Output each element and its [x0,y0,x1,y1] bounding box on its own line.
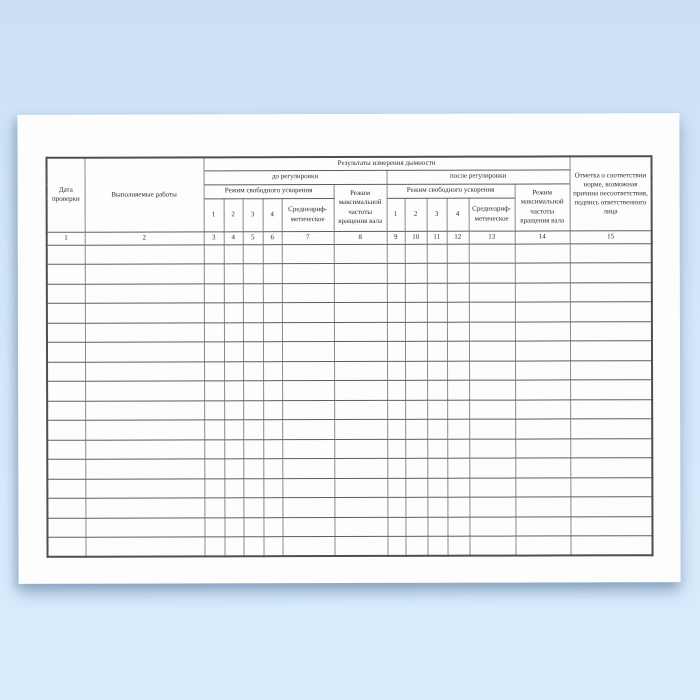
empty-cell [85,498,204,518]
measurement-2-after-cell: 2 [405,198,427,231]
empty-cell [204,322,224,342]
empty-cell [243,439,263,459]
empty-cell [387,497,405,517]
empty-row [47,419,652,440]
empty-cell [224,361,243,381]
empty-cell [447,283,469,303]
empty-cell [427,380,447,400]
empty-cell [282,264,334,284]
empty-cell [405,497,427,517]
column-number-cell: 4 [224,231,243,244]
empty-cell [243,283,263,303]
empty-cell [427,478,447,498]
empty-cell [243,342,263,362]
empty-cell [204,283,224,303]
mean-header-cell-before: Среднеариф- метическое [282,198,334,231]
empty-cell [570,438,652,458]
empty-cell [243,361,263,381]
column-number-cell: 9 [387,231,405,244]
empty-cell [263,322,282,342]
empty-cell [47,284,85,304]
empty-cell [47,459,85,479]
empty-cell [243,303,263,323]
empty-cell [447,439,469,459]
empty-cell [571,516,653,536]
empty-cell [334,400,387,420]
empty-cell [427,497,447,517]
empty-cell [469,517,515,537]
empty-cell [85,322,204,342]
empty-cell [224,322,243,342]
works-header-cell: Выполняемые работы [84,157,203,231]
empty-cell [387,341,405,361]
empty-row [47,497,652,518]
empty-cell [405,263,427,283]
empty-cell [282,322,334,342]
empty-cell [515,516,570,536]
empty-cell [47,362,85,382]
table-header [46,156,651,245]
empty-cell [243,517,263,537]
empty-cell [387,283,405,303]
empty-cell [204,361,224,381]
empty-row [47,360,652,381]
empty-cell [447,497,469,517]
empty-cell [204,537,224,557]
empty-cell [387,380,405,400]
empty-cell [427,283,447,303]
empty-cell [570,243,652,263]
empty-cell [570,302,652,322]
empty-cell [224,244,243,264]
empty-cell [85,381,204,401]
empty-row [47,399,652,420]
empty-cell [263,439,282,459]
empty-cell [427,302,447,322]
empty-cell [570,360,652,380]
empty-cell [387,302,405,322]
empty-cell [204,303,224,323]
empty-cell [47,420,85,440]
empty-cell [47,264,85,284]
empty-cell [47,381,85,401]
empty-row [47,341,652,362]
empty-cell [85,244,204,264]
column-number-cell: 1 [47,232,85,245]
empty-cell [47,498,85,518]
empty-cell [334,263,387,283]
empty-cell [515,458,570,478]
empty-cell [515,380,570,400]
empty-cell [387,263,405,283]
free-acceleration-header-cell-after: Режим свободного ускорения [387,184,515,198]
empty-cell [47,518,85,538]
empty-cell [334,478,387,498]
empty-cell [469,244,515,264]
empty-cell [387,400,405,420]
empty-cell [243,478,263,498]
empty-cell [515,360,570,380]
empty-cell [282,439,334,459]
column-number-cell: 14 [515,230,570,243]
empty-cell [334,497,387,517]
empty-cell [427,458,447,478]
column-number-cell: 12 [447,231,469,244]
empty-cell [387,322,405,342]
empty-cell [204,517,224,537]
empty-cell [515,399,570,419]
after-adjustment-header-cell: после регулировки [387,169,570,183]
column-number-cell: 7 [282,231,334,244]
empty-cell [47,401,85,421]
empty-cell [47,537,85,557]
empty-cell [405,244,427,264]
empty-cell [334,419,387,439]
empty-cell [515,497,570,517]
empty-cell [204,264,224,284]
empty-cell [85,517,204,537]
empty-cell [427,419,447,439]
empty-cell [282,381,334,401]
empty-cell [282,283,334,303]
note-header-cell: Отметка о соответствии норме, возможная причина несоответствия, подпись ответственного лица [570,156,652,230]
empty-cell [224,264,243,284]
empty-cell [282,478,334,498]
empty-cell [515,263,570,283]
empty-cell [243,381,263,401]
empty-cell [405,458,427,478]
empty-row [47,438,652,459]
empty-cell [204,439,224,459]
empty-cell [243,244,263,264]
empty-cell [204,420,224,440]
empty-row [47,263,652,284]
column-number-cell: 3 [204,231,224,244]
empty-cell [405,400,427,420]
empty-cell [427,341,447,361]
empty-cell [47,303,85,323]
empty-cell [85,459,204,479]
empty-cell [405,536,427,556]
empty-cell [224,439,243,459]
results-header-cell: Результаты измерения дымности [203,156,569,170]
empty-cell [387,478,405,498]
empty-row [47,282,652,303]
empty-cell [243,420,263,440]
empty-cell [224,420,243,440]
empty-cell [469,283,515,303]
empty-cell [447,380,469,400]
empty-cell [263,361,282,381]
empty-cell [282,244,334,264]
empty-row [47,536,652,557]
column-number-cell: 6 [263,231,282,244]
empty-cell [263,303,282,323]
empty-cell [447,536,469,556]
empty-cell [85,361,204,381]
empty-cell [427,322,447,342]
empty-cell [204,498,224,518]
empty-cell [570,399,652,419]
empty-cell [263,498,282,518]
column-number-cell: 15 [570,230,652,243]
empty-cell [243,264,263,284]
empty-cell [204,459,224,479]
column-number-cell: 2 [85,231,204,244]
paper-sheet [17,113,680,584]
empty-cell [387,517,405,537]
empty-cell [447,458,469,478]
empty-cell [405,380,427,400]
measurement-3-after-cell: 3 [427,198,447,231]
empty-cell [427,400,447,420]
empty-cell [427,517,447,537]
empty-cell [47,323,85,343]
empty-cell [469,263,515,283]
empty-cell [387,244,405,264]
empty-cell [85,400,204,420]
empty-row [47,477,652,498]
empty-cell [469,478,515,498]
empty-cell [224,342,243,362]
empty-cell [427,361,447,381]
empty-cell [334,283,387,303]
table-body [47,243,653,557]
empty-cell [570,282,652,302]
empty-cell [85,303,204,323]
empty-cell [263,537,282,557]
empty-cell [515,438,570,458]
empty-cell [469,536,515,556]
empty-cell [224,537,243,557]
measurement-4-after-cell: 4 [447,198,469,231]
empty-cell [204,478,224,498]
empty-cell [447,478,469,498]
empty-cell [47,342,85,362]
empty-cell [447,400,469,420]
empty-cell [263,283,282,303]
measurement-3-before-cell: 3 [243,198,263,231]
empty-row [47,458,652,479]
empty-cell [204,381,224,401]
column-number-cell: 13 [469,231,515,244]
empty-cell [405,419,427,439]
empty-cell [515,419,570,439]
empty-cell [469,497,515,517]
empty-cell [282,537,334,557]
empty-cell [263,244,282,264]
empty-cell [427,244,447,264]
empty-cell [515,341,570,361]
empty-cell [334,458,387,478]
empty-cell [204,400,224,420]
empty-cell [243,400,263,420]
measurement-4-before-cell: 4 [263,198,282,231]
empty-cell [469,439,515,459]
empty-cell [405,439,427,459]
empty-cell [515,282,570,302]
empty-cell [85,283,204,303]
empty-cell [47,479,85,499]
empty-cell [447,244,469,264]
empty-cell [447,361,469,381]
empty-cell [570,458,652,478]
empty-cell [224,400,243,420]
empty-cell [243,322,263,342]
empty-cell [469,458,515,478]
empty-cell [243,537,263,557]
empty-cell [570,477,652,497]
empty-cell [282,459,334,479]
empty-cell [447,419,469,439]
empty-cell [469,361,515,381]
empty-cell [570,497,652,517]
empty-cell [515,536,570,556]
column-number-cell: 5 [243,231,263,244]
empty-cell [469,322,515,342]
empty-cell [469,341,515,361]
empty-cell [263,517,282,537]
empty-cell [334,244,387,264]
empty-cell [387,439,405,459]
empty-cell [224,381,243,401]
before-adjustment-header-cell: до регулировки [204,170,387,184]
empty-cell [405,341,427,361]
empty-cell [387,419,405,439]
empty-cell [515,321,570,341]
empty-cell [224,517,243,537]
empty-cell [282,517,334,537]
empty-row [47,321,652,342]
empty-cell [427,439,447,459]
measurement-2-before-cell: 2 [224,198,243,231]
empty-cell [427,536,447,556]
empty-cell [405,322,427,342]
empty-cell [405,478,427,498]
empty-cell [85,439,204,459]
empty-cell [282,498,334,518]
empty-cell [85,264,204,284]
empty-cell [224,478,243,498]
empty-cell [47,245,85,265]
max-shaft-speed-header-cell-after: Режим максимальной частоты вращения вала [515,183,570,230]
empty-cell [263,381,282,401]
empty-cell [405,283,427,303]
measurement-1-after-cell: 1 [387,198,405,231]
empty-cell [570,380,652,400]
empty-cell [224,303,243,323]
empty-cell [571,536,653,556]
empty-cell [469,302,515,322]
empty-cell [570,341,652,361]
empty-cell [334,517,387,537]
empty-cell [85,478,204,498]
empty-cell [469,380,515,400]
empty-cell [515,243,570,263]
empty-cell [515,302,570,322]
empty-cell [469,400,515,420]
empty-cell [570,419,652,439]
empty-cell [47,440,85,460]
empty-cell [515,477,570,497]
column-number-cell: 11 [427,231,447,244]
empty-cell [334,536,387,556]
empty-cell [334,439,387,459]
empty-cell [263,459,282,479]
empty-cell [243,459,263,479]
empty-cell [334,361,387,381]
smoke-measurement-log-table [45,155,653,558]
empty-cell [282,400,334,420]
empty-cell [427,263,447,283]
empty-cell [447,302,469,322]
empty-cell [224,498,243,518]
empty-cell [387,361,405,381]
empty-cell [447,263,469,283]
empty-cell [263,420,282,440]
empty-cell [224,459,243,479]
empty-cell [447,341,469,361]
empty-row [47,243,652,264]
column-number-cell: 10 [405,231,427,244]
empty-cell [387,458,405,478]
empty-cell [447,517,469,537]
empty-cell [282,420,334,440]
max-shaft-speed-header-cell-before: Режим максимальной частоты вращения вала [334,184,387,231]
empty-cell [405,517,427,537]
empty-cell [570,263,652,283]
empty-cell [282,342,334,362]
empty-cell [85,420,204,440]
empty-row [47,380,652,401]
empty-cell [263,342,282,362]
empty-cell [334,322,387,342]
empty-cell [85,342,204,362]
column-number-cell: 8 [334,231,387,244]
mean-header-cell-after: Среднеариф- метическое [469,198,515,231]
empty-cell [263,400,282,420]
empty-cell [334,302,387,322]
empty-row [47,516,652,537]
empty-cell [469,419,515,439]
empty-cell [243,498,263,518]
empty-cell [204,342,224,362]
free-acceleration-header-cell-before: Режим свободного ускорения [204,184,334,198]
empty-cell [405,361,427,381]
empty-cell [405,302,427,322]
empty-cell [263,264,282,284]
empty-cell [447,322,469,342]
measurement-1-before-cell: 1 [204,198,224,231]
empty-row [47,302,652,323]
empty-cell [282,361,334,381]
empty-cell [204,244,224,264]
empty-cell [387,536,405,556]
empty-cell [334,380,387,400]
empty-cell [282,303,334,323]
empty-cell [570,321,652,341]
date-header-cell: Дата проверки [46,158,84,232]
empty-cell [263,478,282,498]
empty-cell [85,537,204,557]
empty-cell [224,283,243,303]
empty-cell [334,341,387,361]
